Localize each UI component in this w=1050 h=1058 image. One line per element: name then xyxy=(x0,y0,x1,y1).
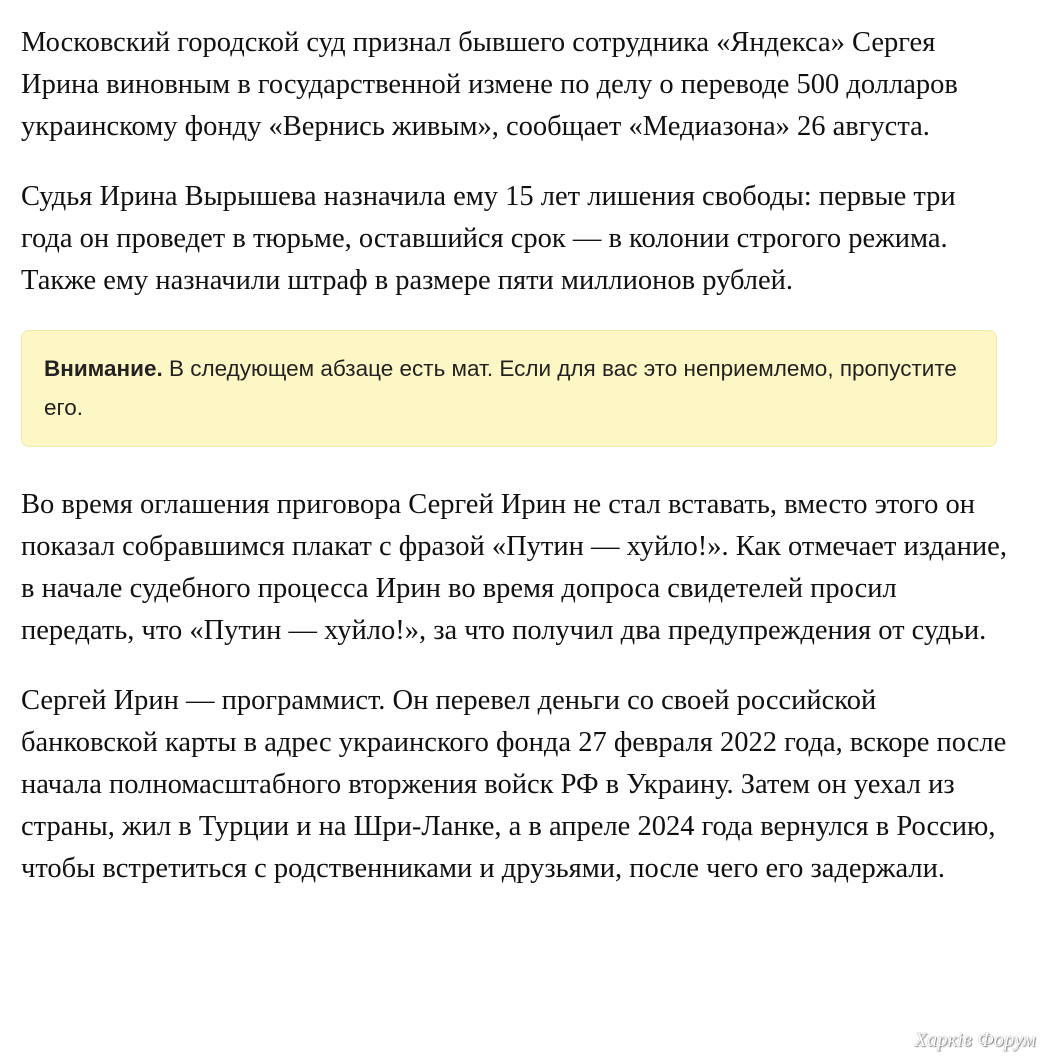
content-warning-notice xyxy=(21,330,997,447)
article-paragraph-4: Сергей Ирин — программист. Он перевел деньги со своей российской банковской карты в адрес украинского фонда 27 февраля 2022 года, вскоре после начала полномасштабного вторжения войск РФ в Украину. Затем он уехал из страны, жил в Турции и на Шри-Ланке, а в апреле 2024 года вернулся в Россию, чтобы встретиться с родственниками и друзьями, после чего его задержали. xyxy=(21,685,1007,884)
notice-title: Внимание. xyxy=(44,356,163,381)
forum-watermark: Харків Форум xyxy=(914,1029,1036,1051)
article-paragraph-3: Во время оглашения приговора Сергей Ирин не стал вставать, вместо этого он показал собравшимся плакат с фразой «Путин — хуйло!». Как отмечает издание, в начале судебного процесса Ирин во время допроса свидетелей просил передать, что «Путин — хуйло!», за что получил два предупреждения от судьи. xyxy=(21,489,1007,646)
article-paragraph-2: Судья Ирина Вырышева назначила ему 15 лет лишения свободы: первые три года он проведет в тюрьме, оставшийся срок — в колонии строгого режима. Также ему назначили штраф в размере пяти миллионов рублей. xyxy=(21,181,956,296)
article-paragraph-1: Московский городской суд признал бывшего сотрудника «Яндекса» Сергея Ирина виновным в государственной измене по делу о переводе 500 долларов украинскому фонду «Вернись живым», сообщает «Медиазона» 26 августа. xyxy=(21,27,958,142)
article-body xyxy=(21,22,1011,918)
notice-text: В следующем абзаце есть мат. Если для вас это неприемлемо, пропустите его. xyxy=(44,356,957,420)
